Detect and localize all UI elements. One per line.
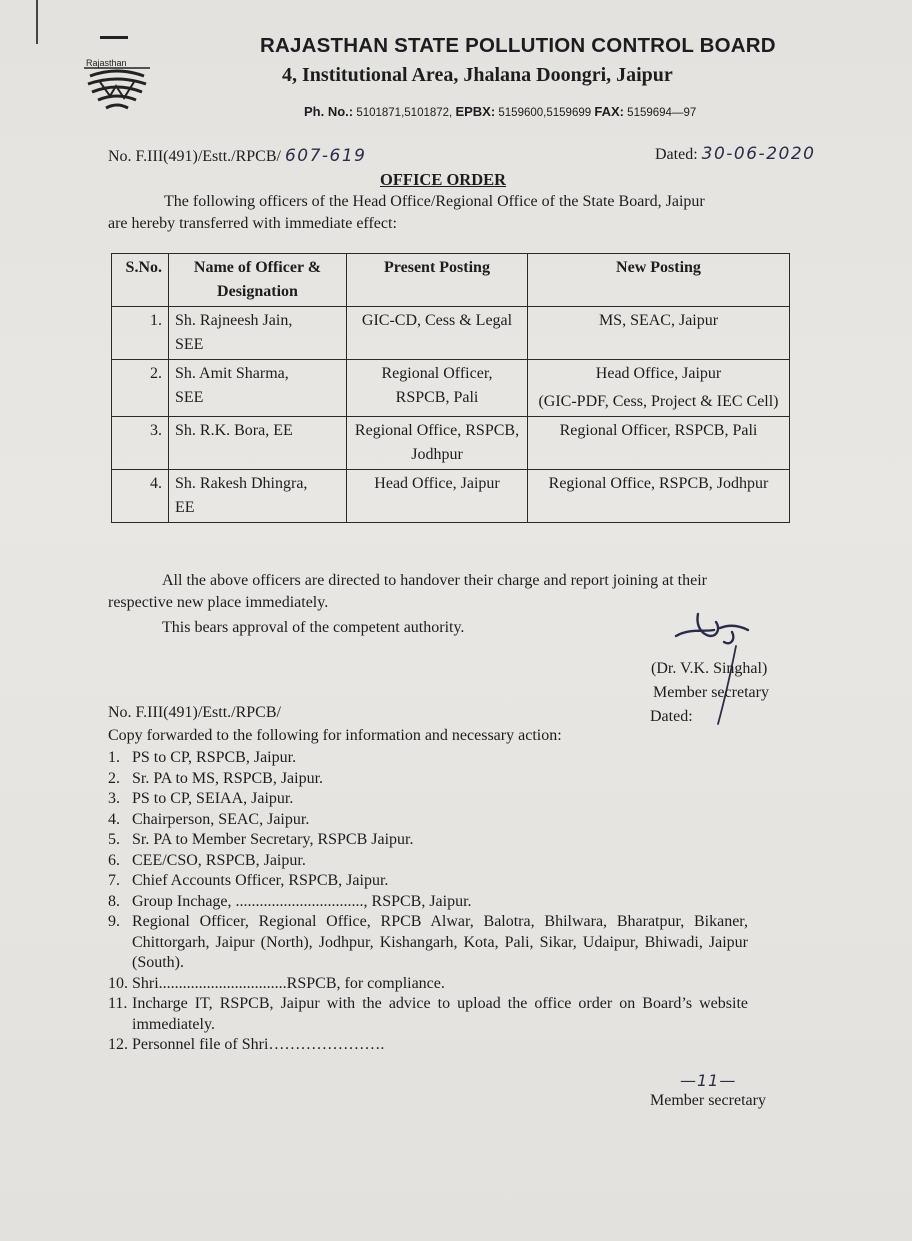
board-contact bbox=[304, 104, 696, 119]
dated-label: Dated: bbox=[655, 146, 698, 163]
ref-handwritten-number: 607-619 bbox=[284, 146, 367, 166]
row-new-posting: MS, SEAC, Jaipur bbox=[528, 307, 790, 360]
list-item: 5. Sr. PA to Member Secretary, RSPCB Jaipur. bbox=[108, 831, 414, 848]
closing-signatory-role: Member secretary bbox=[650, 1092, 766, 1109]
officer-name: Sh. R.K. Bora, EE bbox=[175, 422, 293, 439]
officer-name: Sh. Amit Sharma, bbox=[175, 365, 289, 382]
directive-line-2: respective new place immediately. bbox=[108, 594, 329, 611]
order-date bbox=[655, 144, 815, 164]
order-reference bbox=[108, 146, 366, 166]
officer-designation: SEE bbox=[175, 336, 204, 353]
row-new-posting: Regional Office, RSPCB, Jodhpur bbox=[528, 470, 790, 523]
copy-list bbox=[108, 748, 748, 1056]
order-intro bbox=[108, 191, 808, 235]
list-item: 10. Shri................................RSPCB, for compliance. bbox=[108, 974, 445, 992]
board-address: 4, Institutional Area, Jhalana Doongri, Jaipur bbox=[282, 64, 673, 86]
header-sno: S.No. bbox=[112, 254, 169, 307]
list-item: 9. Regional Officer, Regional Office, RPCB Alwar, Balotra, Bhilwara, Bharatpur, Bikaner, Chittorgarh, Jaipur (North), Jodhpur, Kishangarh, Kota, Pali, Sikar, Udaipur, Bhiwadi, Jaipur (South). bbox=[108, 913, 748, 971]
list-item: 11. Incharge IT, RSPCB, Jaipur with the advice to upload the office order on Board’s website immediately. bbox=[108, 995, 748, 1033]
row-present-posting: Regional Officer, RSPCB, Pali bbox=[347, 360, 528, 417]
phone-label: Ph. No.: bbox=[304, 104, 354, 119]
officer-name: Sh. Rakesh Dhingra, bbox=[175, 475, 308, 492]
table-row bbox=[112, 470, 790, 523]
new-posting-detail: (GIC-PDF, Cess, Project & IEC Cell) bbox=[538, 393, 779, 410]
row-new-posting bbox=[528, 360, 790, 417]
new-posting-office: Head Office, Jaipur bbox=[595, 365, 722, 382]
signatory-dated: Dated: bbox=[650, 708, 693, 725]
office-order-title: OFFICE ORDER bbox=[380, 170, 507, 189]
phone-numbers: 5101871,5101872, bbox=[356, 107, 453, 119]
row-officer bbox=[169, 360, 347, 417]
table-row bbox=[112, 417, 790, 470]
list-item: 6. CEE/CSO, RSPCB, Jaipur. bbox=[108, 851, 306, 869]
officer-designation: SEE bbox=[175, 389, 204, 406]
signatory-name: (Dr. V.K. Singhal) bbox=[651, 660, 768, 677]
closing-mark: —11— bbox=[680, 1071, 737, 1090]
board-title: RAJASTHAN STATE POLLUTION CONTROL BOARD bbox=[260, 34, 776, 57]
list-item: 8. Group Inchage, ................................, RSPCB, Jaipur. bbox=[108, 892, 472, 910]
fax-label: FAX: bbox=[594, 104, 624, 119]
list-item: 1. PS to CP, RSPCB, Jaipur. bbox=[108, 749, 297, 766]
signatory-role: Member secretary bbox=[653, 684, 769, 701]
copy-intro: Copy forwarded to the following for information and necessary action: bbox=[108, 727, 562, 744]
row-present-posting: GIC-CD, Cess & Legal bbox=[347, 307, 528, 360]
list-item: 7. Chief Accounts Officer, RSPCB, Jaipur. bbox=[108, 872, 389, 889]
table-header-row bbox=[112, 254, 790, 307]
intro-line-2: are hereby transferred with immediate effect: bbox=[108, 215, 397, 232]
row-sno: 4. bbox=[112, 470, 169, 523]
dated-handwritten: 30-06-2020 bbox=[701, 144, 816, 164]
row-present-posting: Regional Office, RSPCB, Jodhpur bbox=[347, 417, 528, 470]
list-item: 2. Sr. PA to MS, RSPCB, Jaipur. bbox=[108, 769, 324, 787]
row-present-posting: Head Office, Jaipur bbox=[347, 470, 528, 523]
rspcb-logo bbox=[80, 36, 156, 118]
row-officer bbox=[169, 307, 347, 360]
row-sno: 2. bbox=[112, 360, 169, 417]
header-new-posting: New Posting bbox=[528, 254, 790, 307]
row-officer bbox=[169, 470, 347, 523]
row-officer bbox=[169, 417, 347, 470]
transfer-table bbox=[111, 253, 790, 523]
list-item: 4. Chairperson, SEAC, Jaipur. bbox=[108, 810, 310, 828]
list-item: 3. PS to CP, SEIAA, Jaipur. bbox=[108, 790, 294, 807]
approval-line: This bears approval of the competent authority. bbox=[162, 619, 465, 636]
ref-prefix: No. F.III(491)/Estt./RPCB/ bbox=[108, 148, 281, 165]
row-new-posting: Regional Officer, RSPCB, Pali bbox=[528, 417, 790, 470]
officer-designation: EE bbox=[175, 499, 195, 516]
fax-number: 5159694—97 bbox=[627, 107, 697, 119]
list-item: 12. Personnel file of Shri…………………. bbox=[108, 1036, 385, 1053]
table-row bbox=[112, 307, 790, 360]
svg-text:Rajasthan: Rajasthan bbox=[86, 58, 127, 68]
table-row bbox=[112, 360, 790, 417]
epbx-numbers: 5159600,5159699 bbox=[498, 107, 592, 119]
officer-name: Sh. Rajneesh Jain, bbox=[175, 312, 293, 329]
header-present-posting: Present Posting bbox=[347, 254, 528, 307]
directive-line-1: All the above officers are directed to handover their charge and report joining at their bbox=[162, 572, 707, 589]
copy-reference: No. F.III(491)/Estt./RPCB/ bbox=[108, 704, 281, 721]
row-sno: 3. bbox=[112, 417, 169, 470]
epbx-label: EPBX: bbox=[455, 104, 496, 119]
intro-line-1: The following officers of the Head Office/Regional Office of the State Board, Jaipur bbox=[164, 193, 705, 210]
row-sno: 1. bbox=[112, 307, 169, 360]
header-name: Name of Officer & Designation bbox=[169, 254, 347, 307]
page-edge-mark bbox=[36, 0, 38, 44]
